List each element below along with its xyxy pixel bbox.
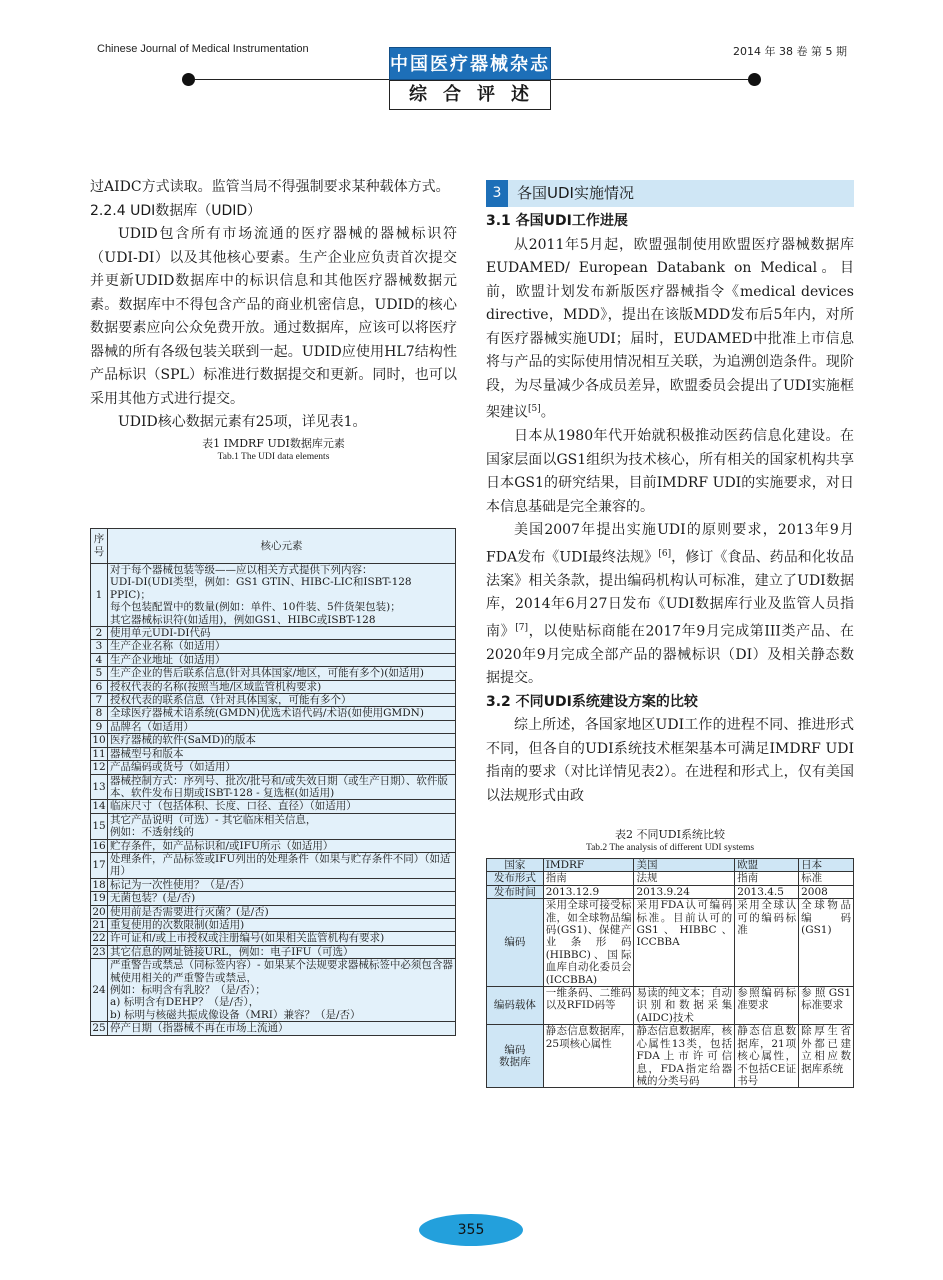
row-number: 16 (92, 839, 106, 852)
row-label: 发布形式 (487, 872, 544, 885)
row-number: 20 (92, 905, 106, 918)
table-cell: 指南 (735, 872, 799, 885)
table-cell: 采用FDA认可编码标准。目前认可的GS1、HIBBC、ICCBBA (634, 899, 735, 987)
row-element: 重复使用的次数限制(如适用) (108, 918, 456, 931)
header-dot-right (748, 73, 761, 86)
row-element: 贮存条件，如产品标识和/或IFU所示（如适用） (108, 839, 456, 852)
row-element: 品牌名（如适用） (108, 720, 456, 733)
table1-caption-en: Tab.1 The UDI data elements (217, 451, 330, 462)
right-column (486, 180, 854, 855)
row-element: 授权代表的联系信息（针对具体国家，可能有多个） (108, 694, 456, 707)
table-cell: 采用全球可接受标准，如全球物品编码(GS1)、保健产业条形码(HIBBC)、国际血库自动化委员会(ICCBBA) (543, 899, 634, 987)
row-label: 编码 (487, 899, 544, 987)
table-cell: 标准 (799, 872, 854, 885)
table-row (487, 1025, 854, 1088)
row-element: 授权代表的名称(按照当地/区域监管机构要求) (108, 680, 456, 693)
table-cell: 静态信息数据库，核心属性13类，包括FDA上市许可信息，FDA指定给器械的分类号码 (634, 1025, 735, 1088)
row-label: 编码 数据库 (487, 1025, 544, 1088)
row-element: 器械控制方式：序列号、批次/批号和/或失效日期（或生产日期）、软件版本、软件发布日期或ISBT-128 - 复选框(如适用) (108, 774, 456, 800)
row-element: 全球医疗器械术语系统(GMDN)优选术语代码/术语(如使用GMDN) (108, 707, 456, 720)
section-label: 综合评述 (389, 80, 551, 110)
row-number: 9 (91, 720, 108, 733)
issue-info: 2014 年 38 卷 第 5 期 (733, 45, 847, 58)
journal-english-name: Chinese Journal of Medical Instrumentation (97, 43, 309, 55)
table-row (91, 707, 456, 720)
row-number: 18 (92, 878, 106, 891)
table2-caption: 表2 不同UDI系统比较 (615, 828, 725, 842)
table-row (91, 694, 456, 707)
header-rule-right (551, 79, 748, 80)
table-row (91, 640, 456, 653)
table-cell: 2013.12.9 (543, 885, 634, 898)
subsection-heading: 3.1 各国UDI工作进展 (486, 213, 628, 229)
table-cell: 法规 (634, 872, 735, 885)
row-number: 24 (91, 959, 108, 1022)
row-element: 临床尺寸（包括体积、长度、口径、直径）（如适用） (108, 800, 456, 813)
table-cell: 静态信息数据库，25项核心属性 (543, 1025, 634, 1088)
header-dot-left (182, 73, 195, 86)
paragraph: 美国2007年提出实施UDI的原则要求，2013年9月FDA发布《UDI最终法规》[6]，修订《食品、药品和化妆品法案》相关条款，提出编码机构认可标准，建立了UDI数据库，2014年6月27日发布《UDI数据库行业及监管人员指南》[7]，以使贴标商能在2017年9月完成第III类产品、在2020年9月完成全部产品的器械标识（DI）及相关静态数据提交。 (486, 522, 855, 687)
left-column (90, 176, 457, 464)
table-row (91, 878, 456, 891)
table-row (91, 813, 456, 839)
table-row (91, 918, 456, 931)
row-element: 生产企业地址（如适用） (108, 653, 456, 666)
table-row (91, 653, 456, 666)
table-cell: 全球物品编码(GS1) (799, 899, 854, 987)
row-number: 3 (91, 640, 108, 653)
header-no: 序号 (91, 529, 108, 564)
table2-caption-en: Tab.2 The analysis of different UDI systems (585, 843, 755, 854)
table-row (487, 885, 854, 898)
table-header (487, 859, 854, 872)
row-number: 22 (92, 932, 106, 945)
row-number: 8 (91, 707, 108, 720)
paragraph: 综上所述，各国家地区UDI工作的进程不同、推进形式不同，但各自的UDI系统技术框架基本可满足IMDRF UDI指南的要求（对比详情见表2）。在进程和形式上，仅有美国以法规形式由政 (486, 717, 854, 804)
row-element: 严重警告或禁忌（同标签内容）- 如果某个法规要求器械标签中必须包含器械使用相关的严重警告或禁忌， 例如：标明含有乳胶？（是/否）； a) 标明含有DEHP？（是/否）， b) 标明与核磁共振成像设备（MRI）兼容？（是/否） (108, 959, 456, 1022)
header-rule-left (195, 79, 389, 80)
row-number: 6 (91, 680, 108, 693)
row-element: 产品编码或货号（如适用） (108, 761, 456, 774)
header-cell: 日本 (799, 859, 854, 872)
subsection-heading: 3.2 不同UDI系统建设方案的比较 (486, 693, 698, 710)
table1 (90, 528, 456, 1036)
table-cell: 一维条码、二维码以及RFID码等 (543, 987, 634, 1025)
table-row (91, 564, 456, 627)
journal-logo: 中国医疗器械杂志 (389, 47, 551, 80)
table-row (487, 872, 854, 885)
table-cell: 指南 (543, 872, 634, 885)
row-element: 使用前是否需要进行灭菌？(是/否) (108, 905, 456, 918)
table-row (91, 932, 456, 945)
row-label: 发布时间 (487, 885, 544, 898)
row-number: 25 (92, 1022, 106, 1035)
section-number: 3 (486, 180, 508, 207)
table-cell: 2008 (799, 885, 854, 898)
table-cell: 除厚生省外都已建立相应数据库系统 (799, 1025, 854, 1088)
row-element: 对于每个器械包装等级——应以相关方式提供下列内容： UDI-DI(UDI类型，例如：GS1 GTIN、HIBC-LIC和ISBT-128 PPIC)； 每个包装配置中的数量(例如：单件、10件装、5件货架包装)； 其它器械标识符(如适用)，例如GS1、HIBC或ISBT-128 (108, 564, 456, 627)
row-number: 10 (92, 734, 106, 747)
table-row (91, 892, 456, 905)
table-row (91, 747, 456, 760)
table-row (487, 987, 854, 1025)
header-cell: 欧盟 (735, 859, 799, 872)
row-number: 4 (91, 653, 108, 666)
table-row (91, 627, 456, 640)
row-element: 生产企业的售后联系信息(针对具体国家/地区，可能有多个)(如适用) (108, 667, 456, 680)
row-number: 2 (91, 627, 108, 640)
row-element: 器械型号和版本 (108, 747, 456, 760)
row-element: 使用单元UDI-DI代码 (108, 627, 456, 640)
table-cell: 参照GS1标准要求 (799, 987, 854, 1025)
table-cell: 参照编码标准要求 (735, 987, 799, 1025)
row-element: 许可证和/或上市授权或注册编号(如果相关监管机构有要求) (108, 932, 456, 945)
section-title: 各国UDI实施情况 (517, 184, 634, 202)
row-element: 标记为一次性使用？（是/否） (108, 878, 456, 891)
table-header (91, 529, 456, 564)
paragraph: UDID核心数据元素有25项，详见表1。 (118, 414, 367, 430)
subsection-heading: 2.2.4 UDI数据库（UDID） (90, 202, 262, 219)
row-number: 5 (91, 667, 108, 680)
page-number: 355 (419, 1214, 523, 1246)
row-element: 医疗器械的软件(SaMD)的版本 (108, 734, 456, 747)
table-row (91, 680, 456, 693)
reference: [5] (528, 404, 541, 414)
row-number: 23 (92, 945, 106, 958)
row-number: 11 (92, 747, 106, 760)
row-number: 21 (92, 918, 106, 931)
table1-caption: 表1 IMDRF UDI数据库元素 (202, 436, 345, 450)
table-row (91, 720, 456, 733)
row-number: 12 (92, 761, 106, 774)
table-cell: 易读的纯文本；自动识别和数据采集(AIDC)技术 (634, 987, 735, 1025)
table-row (91, 667, 456, 680)
row-number: 19 (92, 892, 106, 905)
table-row (91, 800, 456, 813)
table2 (486, 858, 854, 1088)
table-row (487, 899, 854, 987)
row-element: 其它产品说明（可选）- 其它临床相关信息， 例如：不透射线的 (108, 813, 456, 839)
table-cell: 采用全球认可的编码标准 (735, 899, 799, 987)
row-label: 编码载体 (487, 987, 544, 1025)
table-row (91, 1022, 456, 1035)
section-heading-bar (486, 180, 854, 207)
row-number: 17 (91, 852, 108, 878)
row-number: 13 (91, 774, 108, 800)
row-element: 处理条件，产品标签或IFU列出的处理条件（如果与贮存条件不同）（如适用） (108, 852, 456, 878)
row-element: 生产企业名称（如适用） (108, 640, 456, 653)
table-cell: 静态信息数据库，21项核心属性，不包括CE证书号 (735, 1025, 799, 1088)
reference: [7] (515, 622, 528, 633)
table-row (91, 761, 456, 774)
table-row (91, 839, 456, 852)
table-row (91, 734, 456, 747)
table-row (91, 959, 456, 1022)
table-row (91, 774, 456, 800)
row-number: 1 (91, 564, 108, 627)
row-element: 其它信息的网址链接URL，例如：电子IFU（可选） (108, 945, 456, 958)
row-number: 14 (92, 800, 106, 813)
table-cell: 2013.9.24 (634, 885, 735, 898)
row-number: 7 (91, 694, 108, 707)
header-item: 核心元素 (108, 529, 456, 564)
table-row (91, 945, 456, 958)
paragraph: 日本从1980年代开始就积极推动医药信息化建设。在国家层面以GS1组织为技术核心，所有相关的国家机构共享日本GS1的研究结果，目前IMDRF UDI的实施要求，对日本信息基础是完全兼容的。 (486, 428, 854, 515)
paragraph: 从2011年5月起，欧盟强制使用欧盟医疗器械数据库EUDAMED/ European Databank on Medical。目前，欧盟计划发布新版医疗器械指令《medical devices directive，MDD》，提出在该版MDD发布后5年内，对所有医疗器械实施UDI；届时，EUDAMED中批准上市信息将与产品的实际使用情况相互关联，为追溯创造条件。现阶段，为尽量减少各成员差异，欧盟委员会提出了UDI实施框架建议[5]。 (486, 236, 854, 421)
row-element: 停产日期（指器械不再在市场上流通） (108, 1022, 456, 1035)
table-row (91, 852, 456, 878)
table-row (91, 905, 456, 918)
row-number: 15 (91, 813, 108, 839)
paragraph: UDID包含所有市场流通的医疗器械的器械标识符（UDI-DI）以及其他核心要素。生产企业应负责首次提交并更新UDID数据库中的标识信息和其他医疗器械数据元素。数据库中不得包含产品的商业机密信息，UDID的核心数据要素应向公众免费开放。通过数据库，应该可以将医疗器械的所有各级包装关联到一起。UDID应使用HL7结构性产品标识（SPL）标准进行数据提交和更新。同时，也可以采用其他方式进行提交。 (90, 226, 457, 407)
header-cell: 美国 (634, 859, 735, 872)
table-cell: 2013.4.5 (735, 885, 799, 898)
paragraph: 过AIDC方式读取。监管当局不得强制要求某种载体方式。 (90, 179, 450, 195)
reference: [6] (658, 548, 672, 559)
row-element: 无菌包装？(是/否) (108, 892, 456, 905)
header-cell: IMDRF (543, 859, 634, 872)
header-cell: 国家 (487, 859, 544, 872)
